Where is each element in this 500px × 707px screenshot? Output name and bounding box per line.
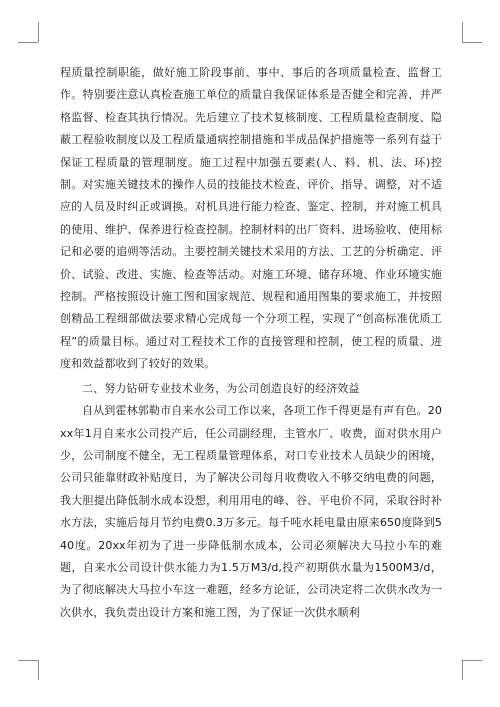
document-body (60, 62, 442, 624)
paragraph-water-company: 自从到霍林郭勒市自来水公司工作以来，各项工作千得更是有声有色。20xx年1月自来水公司投产后，任公司副经理，主管水厂、收费，面对供水用户少，公司制度不健全，无工程质量管理体系，对口专业技术人员缺少的困境，公司只能靠财政补贴度日，为了解决公司每月收费收入不够交纳电费的问题，我大胆提出降低制水成本设想，利用用电的峰、谷、平电价不同，采取谷时补水方法，实施后每月节约电费0.3万多元。每千吨水耗电量由原来650度降到540度。20xx年初为了进一步降低制水成本，公司必须解决大马拉小车的难题，自来水公司设计供水能力为1.5万M3/d,投产初期供水量为1500M3/d，为了彻底解决大马拉小车这一难题，经多方论证，公司决定将二次供水改为一次供水，我负责出设计方案和施工图，为了保证一次供水顺利 (60, 404, 442, 619)
paragraph-quality-control: 程质量控制职能，做好施工阶段事前、事中、事后的各项质量检查、监督工作。特别要注意认真检查施工单位的质量自我保证体系是否健全和完善，并严格监督、检查其执行情况。先后建立了技术复核制度、工程质量检查制度、隐蔽工程验收制度以及工程质量通病控制措施和半成品保护措施等一系列有益于保证工程质量的管理制度。施工过程中加强五要素(人、料、机、法、环)控制。对实施关键技术的操作人员的技能技术检查、评价、指导、调整，对不适应的人员及时纠正或调换。对机具进行能力检查、鉴定、控制，并对施工机具的使用、维护、保养进行检查控制。控制材料的出厂资料、进场验收、使用标记和必要的追朔等活动。主要控制关键技术采用的方法、工艺的分析确定、评价、试验、改进、实施、检查等活动。对施工环境、储存环境、作业环境实施控制。严格按照设计施工图和国家规范、规程和通用图集的要求施工，并按照创精品工程细部做法要求精心完成每一个分项工程，实现了“创高标准优质工程”的质量目标。通过对工程技术工作的直接管理和控制，使工程的质量、进度和效益都收到了较好的效果。 (60, 66, 442, 371)
section-heading: 二、努力钻研专业技术业务，为公司创造良好的经济效益 (82, 381, 360, 395)
